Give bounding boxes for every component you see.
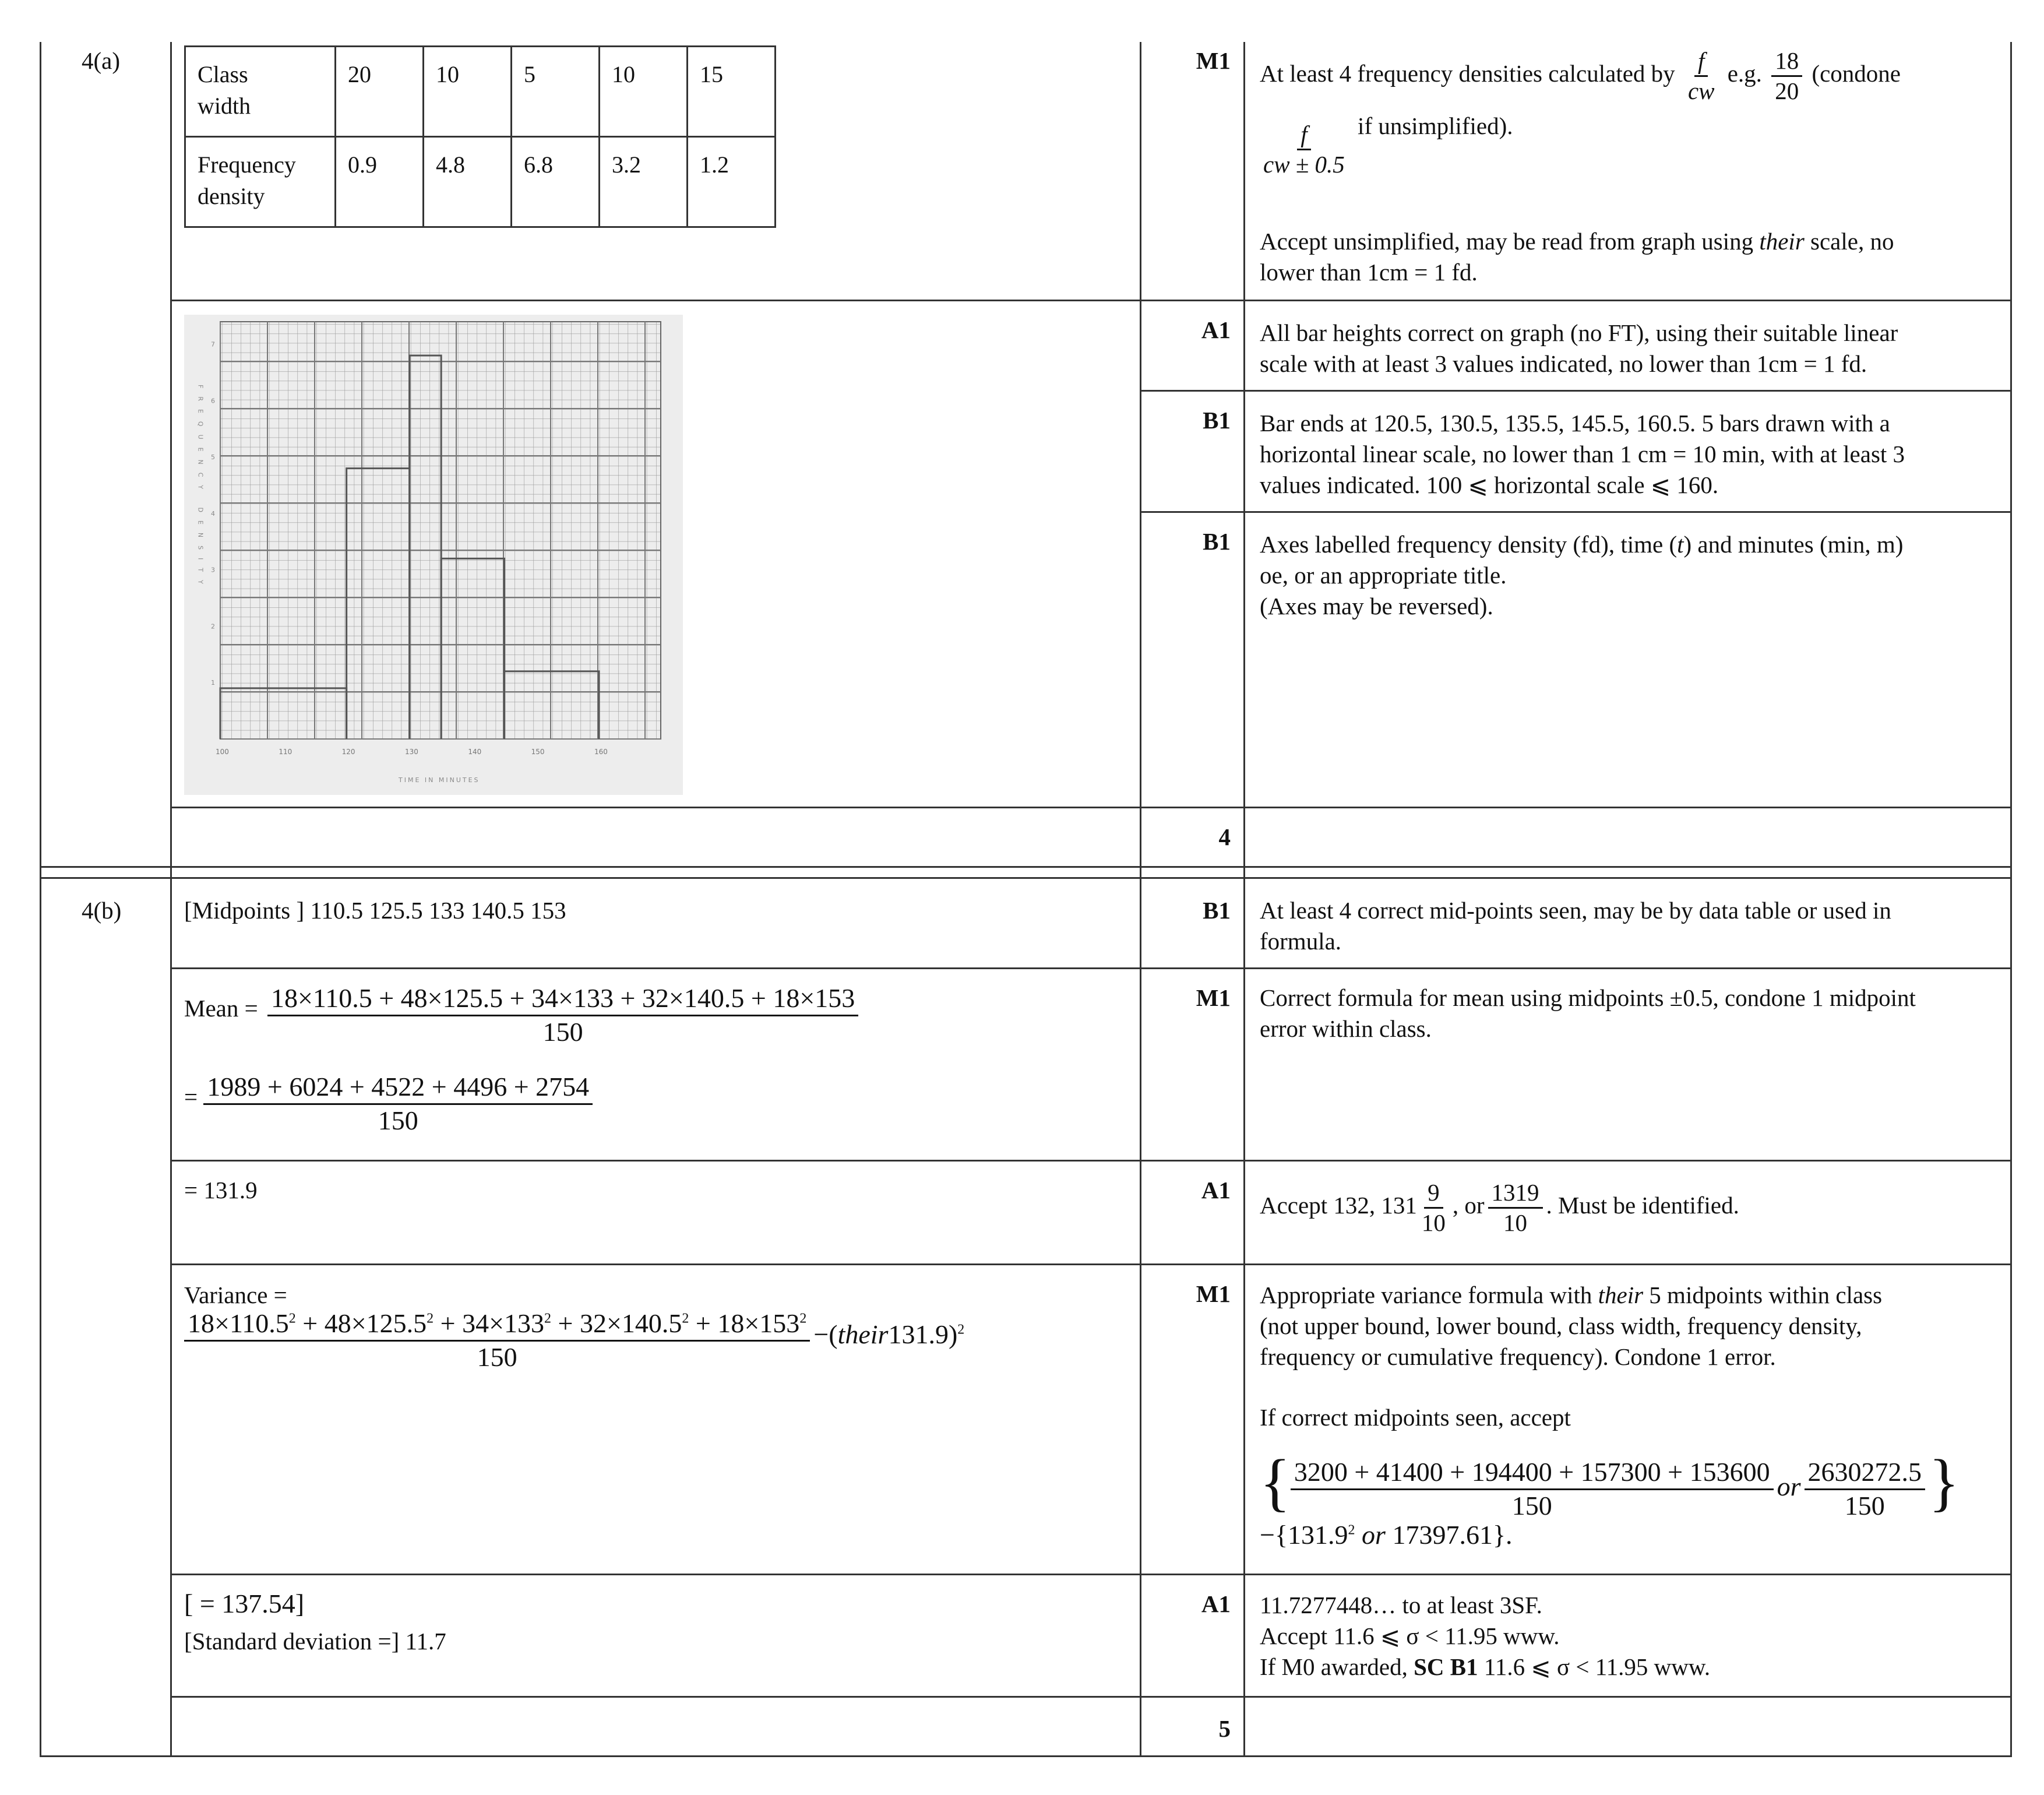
guidance-text: Appropriate variance formula with their 5 midpoints within class	[1260, 1282, 1883, 1308]
table-cell: 4.8	[424, 137, 512, 227]
guidance-text: formula.	[1260, 928, 1342, 955]
x-tick-label: 100	[216, 748, 229, 756]
y-tick-label: 4	[211, 509, 215, 518]
mark-label: M1	[1196, 47, 1231, 74]
mark-label: M1	[1196, 984, 1231, 1011]
guidance-text: (not upper bound, lower bound, class width, frequency density,	[1260, 1312, 1862, 1339]
class-width-table	[184, 45, 776, 228]
mark-label: B1	[1203, 897, 1231, 924]
table-row	[185, 137, 776, 227]
mean-formula: Mean = $\frac{18\times 110.5 + 48\times 125.5 + 34\times 133 + 32\times 140.5 + 18\times 153}{150}$	[184, 984, 862, 1047]
x-tick-label: 160	[594, 748, 608, 756]
x-tick-label: 130	[405, 748, 418, 756]
guidance-text: Accept 11.6 ⩽ σ < 11.95 www.	[1260, 1622, 1560, 1649]
table-cell: 5	[512, 47, 600, 137]
y-tick-label: 1	[211, 679, 215, 687]
question-label: 4(a)	[82, 47, 121, 74]
total-mark: 5	[1218, 1715, 1231, 1742]
standard-deviation-answer: [Standard deviation =] 11.7	[184, 1628, 446, 1655]
y-tick-label: 5	[211, 453, 215, 462]
guidance-text: $\frac{f}{cw \pm 0.5}$ if unsimplified).	[1263, 112, 1513, 178]
table-cell: Frequency density	[185, 137, 336, 227]
x-tick-label: 110	[279, 748, 292, 756]
x-axis-label: TIME IN MINUTES	[399, 776, 480, 784]
y-axis-label: FREQUENCY DENSITY	[196, 385, 205, 592]
total-mark: 4	[1218, 823, 1231, 850]
guidance-text: lower than 1cm = 1 fd.	[1260, 259, 1478, 286]
variance-formula: $\frac{18\times 110.5^2 + 48\times 125.5^2 + 34\times 133^2 + 32\times 140.5^2 + 18\times 153^2}{150}$ −(their131.9)$^2$	[184, 1309, 964, 1372]
mark-label: A1	[1201, 316, 1231, 343]
guidance-text: If correct midpoints seen, accept	[1260, 1404, 1571, 1431]
question-label: 4(b)	[82, 897, 122, 924]
histogram-scan	[184, 315, 683, 795]
histogram-chart	[184, 315, 683, 795]
variance-label: Variance =	[184, 1282, 287, 1308]
guidance-text: If M0 awarded, SC B1 11.6 ⩽ σ < 11.95 www.	[1260, 1653, 1711, 1680]
guidance-text: Accept 132, 131 $\frac{9}{10}$ , or $\frac{1319}{10}$ . Must be identified.	[1260, 1179, 1739, 1237]
guidance-text: Bar ends at 120.5, 130.5, 135.5, 145.5, 160.5. 5 bars drawn with a	[1260, 410, 1890, 437]
variance-result: [ = 137.54]	[184, 1589, 305, 1618]
table-cell: Class width	[185, 47, 336, 137]
guidance-text: At least 4 frequency densities calculated by $\frac{f}{cw}$ e.g. $\frac{18}{20}$ (condone	[1260, 47, 1901, 105]
guidance-text: scale with at least 3 values indicated, no lower than 1cm = 1 fd.	[1260, 350, 1867, 377]
y-tick-label: 7	[211, 340, 215, 349]
table-cell: 3.2	[600, 137, 688, 227]
guidance-text: Axes labelled frequency density (fd), time (t) and minutes (min, m)	[1260, 531, 1904, 558]
table-cell: 10	[424, 47, 512, 137]
guidance-text: frequency or cumulative frequency). Condone 1 error.	[1260, 1343, 1776, 1370]
mark-label: B1	[1203, 528, 1231, 555]
mark-label: A1	[1201, 1177, 1231, 1203]
table-row	[185, 47, 776, 137]
guidance-text: 11.7277448… to at least 3SF.	[1260, 1592, 1542, 1618]
x-tick-label: 120	[341, 748, 355, 756]
y-tick-label: 6	[211, 397, 215, 405]
y-tick-label: 2	[211, 622, 215, 631]
guidance-text: (Axes may be reversed).	[1260, 593, 1493, 620]
table-cell: 6.8	[512, 137, 600, 227]
mean-result: = 131.9	[184, 1177, 258, 1203]
guidance-formula: { $\frac{3200 + 41400 + 194400 + 157300 + 153600}{150}$ or $\frac{2630272.5}{150}$ }	[1260, 1446, 1960, 1521]
guidance-text: At least 4 correct mid-points seen, may be by data table or used in	[1260, 897, 1891, 924]
x-tick-label: 150	[531, 748, 545, 756]
mean-formula-evaluated: = $\frac{1989 + 6024 + 4522 + 4496 + 2754}{150}$	[184, 1072, 596, 1135]
guidance-formula: $-\{131.9^2$ or 17397.61}.	[1260, 1520, 1513, 1550]
mark-label: A1	[1201, 1590, 1231, 1617]
table-cell: 1.2	[688, 137, 776, 227]
guidance-text: Accept unsimplified, may be read from graph using their scale, no	[1260, 228, 1894, 255]
mark-label: B1	[1203, 407, 1231, 434]
midpoints-answer: [Midpoints ] 110.5 125.5 133 140.5 153	[184, 897, 566, 924]
table-cell: 20	[336, 47, 424, 137]
table-cell: 15	[688, 47, 776, 137]
table-cell: 0.9	[336, 137, 424, 227]
guidance-text: Correct formula for mean using midpoints ±0.5, condone 1 midpoint	[1260, 984, 1916, 1011]
guidance-text: oe, or an appropriate title.	[1260, 562, 1507, 589]
x-tick-label: 140	[468, 748, 482, 756]
guidance-text: All bar heights correct on graph (no FT), using their suitable linear	[1260, 319, 1898, 346]
y-tick-label: 3	[211, 566, 215, 574]
guidance-text: horizontal linear scale, no lower than 1 cm = 10 min, with at least 3	[1260, 441, 1905, 467]
table-cell: 10	[600, 47, 688, 137]
guidance-text: error within class.	[1260, 1015, 1432, 1042]
guidance-text: values indicated. 100 ⩽ horizontal scale ⩽ 160.	[1260, 471, 1719, 498]
mark-label: M1	[1196, 1280, 1231, 1307]
